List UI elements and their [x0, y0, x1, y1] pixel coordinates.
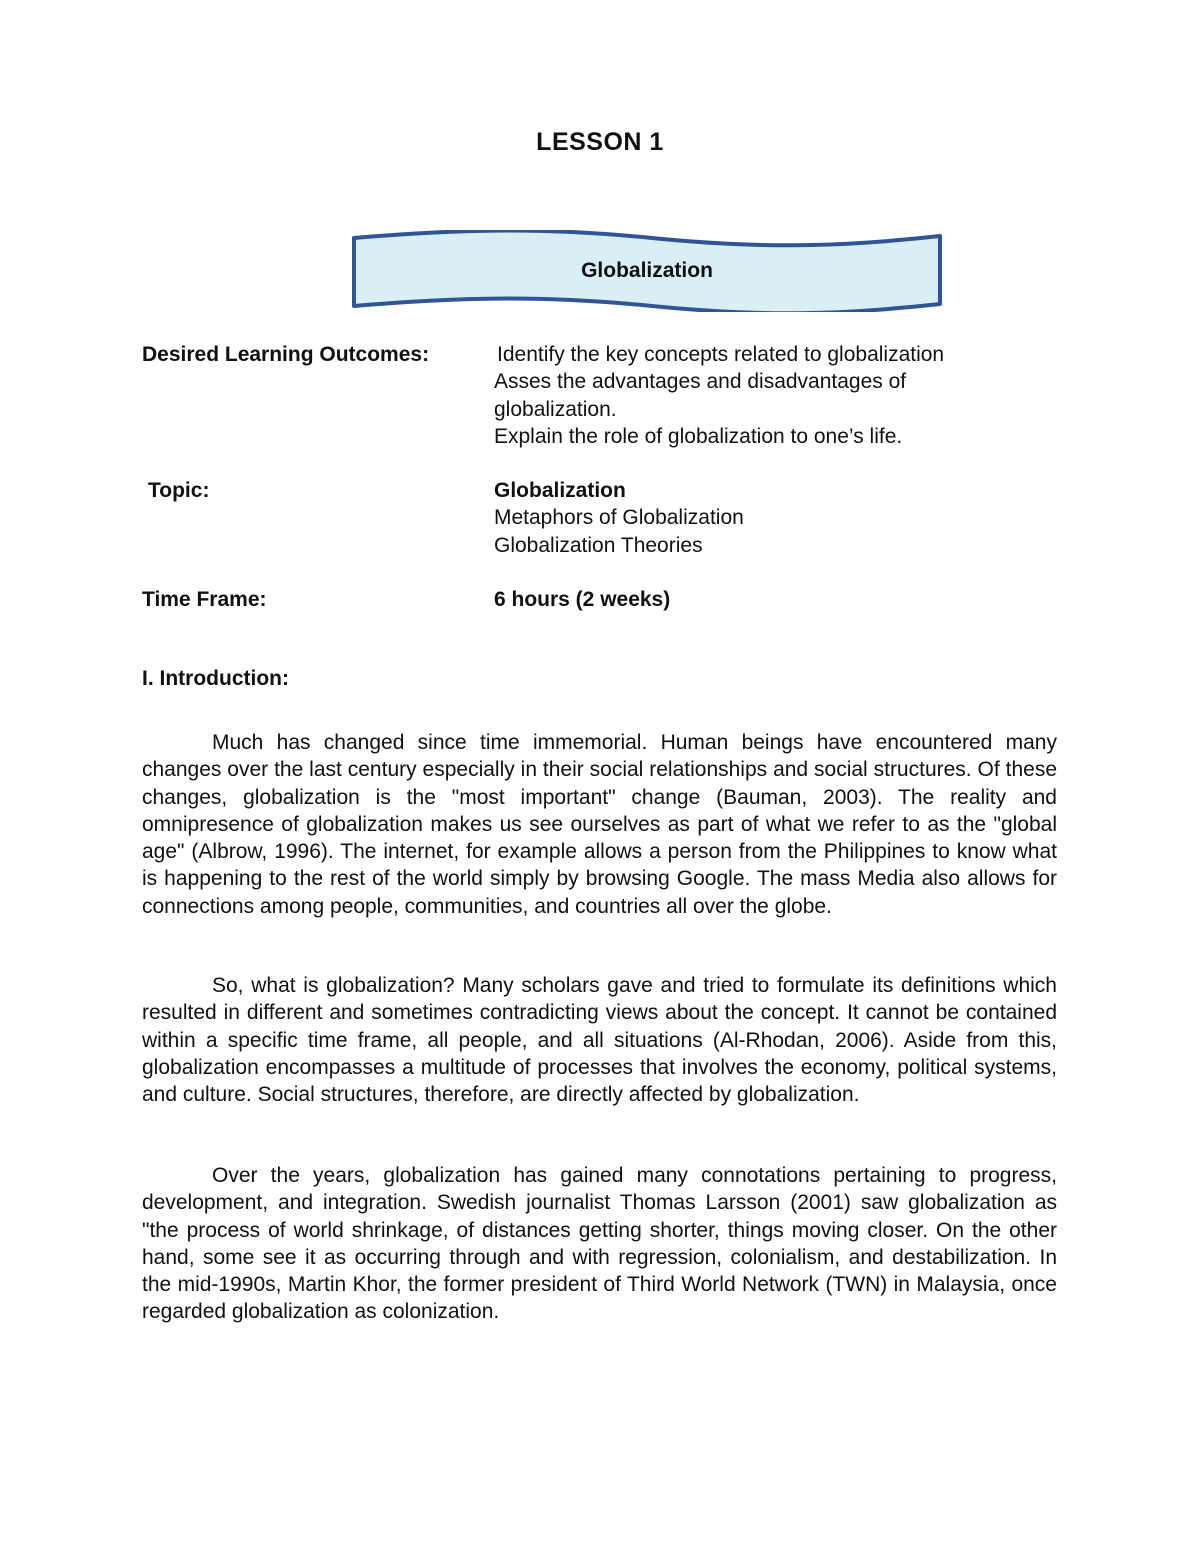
outcome-item: Asses the advantages and disadvantages of [494, 370, 907, 394]
time-frame-value: 6 hours (2 weeks) [494, 588, 671, 611]
banner-label: Globalization [581, 259, 713, 282]
intro-paragraph: So, what is globalization? Many scholars gave and tried to formulate its definitions which resulted in different and sometimes contradicting views about the concept. It cannot be contained within a specific time frame, all people, and all situations (Al-Rhodan, 2006). Aside from this, globalization encompasses a multitude of processes that involves the economy, political systems, and culture. Social structures, therefore, are directly affected by globalization. [142, 974, 1057, 1107]
topic-banner [352, 230, 942, 312]
subtopic-item: Globalization Theories [494, 533, 703, 557]
outcomes-label: Desired Learning Outcomes: [142, 343, 430, 366]
outcome-item: Explain the role of globalization to one’s life. [494, 424, 903, 448]
section-heading: I. Introduction: [142, 667, 289, 690]
topic-main: Globalization [494, 479, 626, 502]
intro-paragraph: Much has changed since time immemorial. Human beings have encountered many changes over the last century especially in their social relationships and social structures. Of these changes, globalization is the "most important" change (Bauman, 2003). The reality and omnipresence of globalization makes us see ourselves as part of what we refer to as the "global age" (Albrow, 1996). The internet, for example allows a person from the Philippines to know what is happening to the rest of the world simply by browsing Google. The mass Media also allows for connections among people, communities, and countries all over the globe. [142, 731, 1057, 918]
lesson-title: LESSON 1 [536, 128, 664, 156]
topic-label: Topic: [148, 479, 210, 502]
topic-list [494, 477, 744, 559]
time-frame-label: Time Frame: [142, 588, 267, 611]
subtopic-item: Metaphors of Globalization [494, 506, 744, 530]
outcome-item: globalization. [494, 397, 617, 421]
outcomes-list [494, 341, 945, 450]
outcome-item: Identify the key concepts related to globalization [497, 343, 945, 366]
intro-paragraph: Over the years, globalization has gained many connotations pertaining to progress, development, and integration. Swedish journalist Thomas Larsson (2001) saw globalization as "the process of world shrinkage, of distances getting shorter, things moving closer. On the other hand, some see it as occurring through and with regression, colonialism, and destabilization. In the mid-1990s, Martin Khor, the former president of Third World Network (TWN) in Malaysia, once regarded globalization as colonization. [142, 1164, 1057, 1324]
